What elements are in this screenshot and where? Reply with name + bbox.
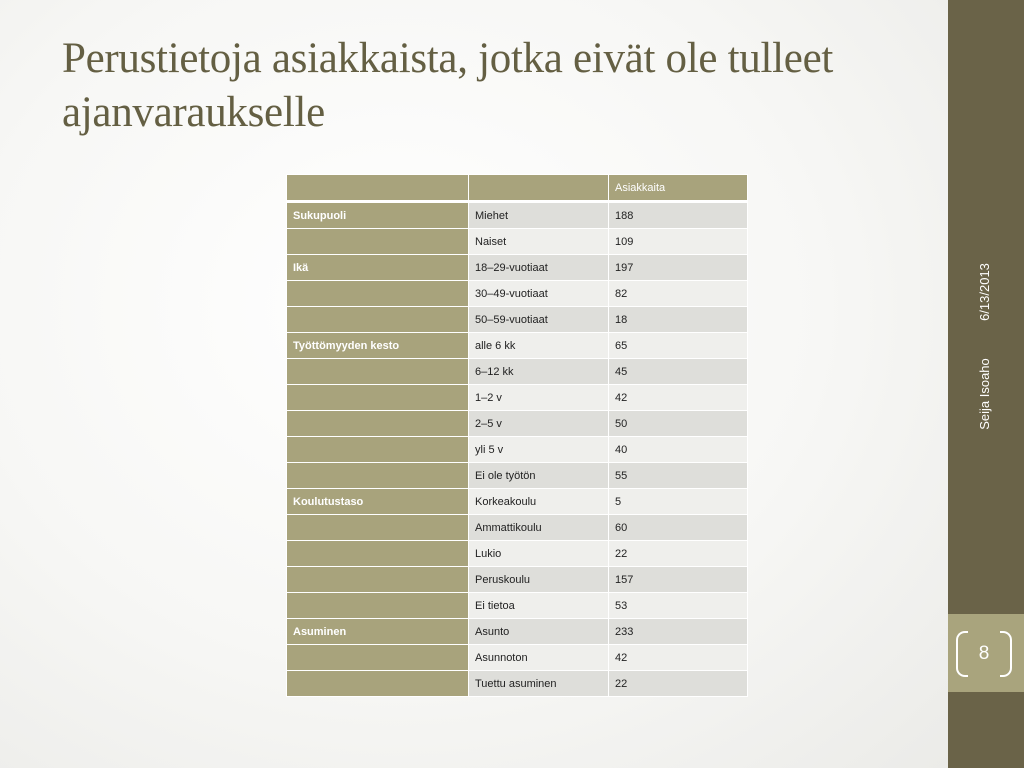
item-cell: Miehet — [469, 202, 609, 229]
category-cell — [287, 593, 469, 619]
count-cell: 55 — [609, 463, 748, 489]
category-cell — [287, 307, 469, 333]
table-row — [287, 359, 748, 385]
item-cell: Naiset — [469, 229, 609, 255]
table-row — [287, 437, 748, 463]
customer-stats-table — [286, 174, 748, 697]
item-cell: 50–59-vuotiaat — [469, 307, 609, 333]
item-cell: Korkeakoulu — [469, 489, 609, 515]
table-row — [287, 619, 748, 645]
table-row — [287, 333, 748, 359]
table-row — [287, 307, 748, 333]
count-cell: 18 — [609, 307, 748, 333]
table-row — [287, 385, 748, 411]
count-cell: 22 — [609, 671, 748, 697]
category-cell — [287, 411, 469, 437]
item-cell: Lukio — [469, 541, 609, 567]
item-cell: 1–2 v — [469, 385, 609, 411]
table-row — [287, 567, 748, 593]
category-cell — [287, 385, 469, 411]
category-cell — [287, 567, 469, 593]
category-cell — [287, 463, 469, 489]
item-cell: 30–49-vuotiaat — [469, 281, 609, 307]
table-row — [287, 645, 748, 671]
table-row — [287, 411, 748, 437]
item-cell: alle 6 kk — [469, 333, 609, 359]
count-cell: 157 — [609, 567, 748, 593]
table-row — [287, 489, 748, 515]
count-cell: 109 — [609, 229, 748, 255]
page-number-frame — [956, 631, 1012, 675]
table-row — [287, 255, 748, 281]
count-cell: 188 — [609, 202, 748, 229]
item-cell: Asunto — [469, 619, 609, 645]
page-number: 8 — [978, 643, 990, 664]
category-cell — [287, 437, 469, 463]
item-cell: Peruskoulu — [469, 567, 609, 593]
table-header-row — [287, 175, 748, 202]
table-row — [287, 671, 748, 697]
item-cell: Ei ole työtön — [469, 463, 609, 489]
count-cell: 197 — [609, 255, 748, 281]
item-cell: Tuettu asuminen — [469, 671, 609, 697]
count-cell: 42 — [609, 645, 748, 671]
count-cell: 60 — [609, 515, 748, 541]
category-cell: Asuminen — [287, 619, 469, 645]
table-row — [287, 593, 748, 619]
count-cell: 65 — [609, 333, 748, 359]
table-row — [287, 463, 748, 489]
slide-date: 6/13/2013 — [977, 263, 992, 321]
count-cell: 233 — [609, 619, 748, 645]
item-cell: 2–5 v — [469, 411, 609, 437]
count-cell: 40 — [609, 437, 748, 463]
category-cell — [287, 359, 469, 385]
count-cell: 50 — [609, 411, 748, 437]
item-cell: Ammattikoulu — [469, 515, 609, 541]
slide-title: Perustietoja asiakkaista, jotka eivät ole tulleet ajanvaraukselle — [62, 35, 833, 136]
item-cell: Ei tietoa — [469, 593, 609, 619]
count-cell: 42 — [609, 385, 748, 411]
table-row — [287, 541, 748, 567]
category-cell — [287, 645, 469, 671]
category-cell: Koulutustaso — [287, 489, 469, 515]
count-cell: 5 — [609, 489, 748, 515]
category-cell — [287, 229, 469, 255]
table-row — [287, 515, 748, 541]
count-cell: 53 — [609, 593, 748, 619]
category-cell — [287, 671, 469, 697]
category-cell — [287, 515, 469, 541]
category-cell: Sukupuoli — [287, 202, 469, 229]
category-cell — [287, 281, 469, 307]
item-cell: 18–29-vuotiaat — [469, 255, 609, 281]
category-cell: Ikä — [287, 255, 469, 281]
slide-author: Seija Isoaho — [977, 358, 992, 430]
item-cell: yli 5 v — [469, 437, 609, 463]
count-cell: 82 — [609, 281, 748, 307]
header-cell-item — [469, 175, 609, 202]
category-cell — [287, 541, 469, 567]
category-cell: Työttömyyden kesto — [287, 333, 469, 359]
count-cell: 22 — [609, 541, 748, 567]
count-cell: 45 — [609, 359, 748, 385]
item-cell: 6–12 kk — [469, 359, 609, 385]
header-cell-count: Asiakkaita — [609, 175, 748, 202]
header-cell-category — [287, 175, 469, 202]
item-cell: Asunnoton — [469, 645, 609, 671]
table-row — [287, 229, 748, 255]
table-row — [287, 281, 748, 307]
table-body — [287, 202, 748, 697]
page-number-band — [948, 614, 1024, 692]
table-row — [287, 202, 748, 229]
